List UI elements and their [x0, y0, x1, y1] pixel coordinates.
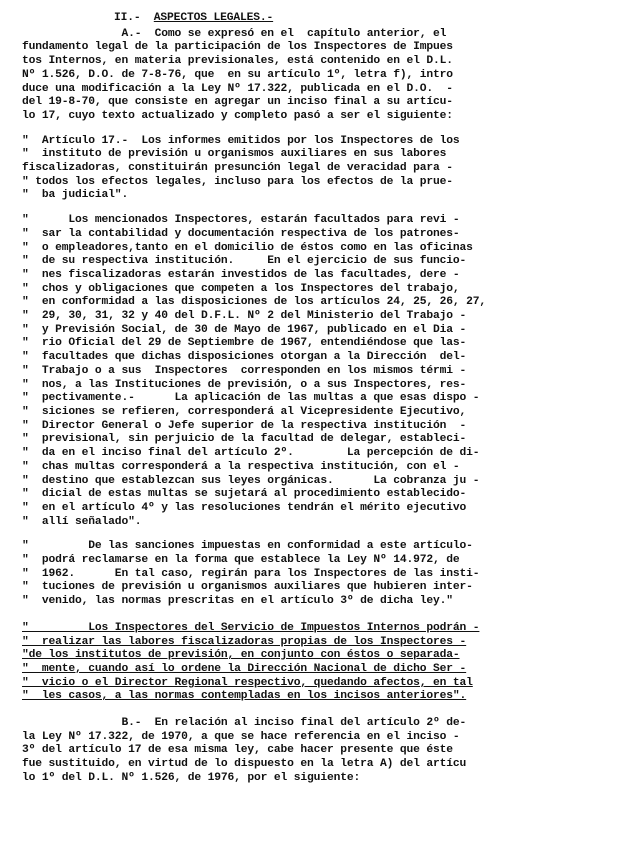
text-line: B.- En relación al inciso final del artículo 2º de- [22, 717, 467, 730]
text-line: lo 17, cuyo texto actualizado y completo pasó a ser el siguiente: [22, 109, 453, 122]
text-line: " chas multas corresponderá a la respectiva institución, con el - [22, 460, 460, 473]
text-line: " facultades que dichas disposiciones otorgan a la Dirección del- [22, 351, 467, 364]
text-line: " allí señalado". [22, 515, 142, 528]
section-heading [22, 12, 612, 26]
text-line: " De las sanciones impuestas en conformidad a este artículo- [22, 540, 473, 553]
text-line: " nos, a las Instituciones de previsión, o a sus Inspectores, res- [22, 378, 467, 391]
text-line: " o empleadores,tanto en el domicilio de éstos como en las oficinas [22, 241, 473, 254]
section-title: ASPECTOS LEGALES.- [153, 12, 274, 24]
text-line: " todos los efectos legales, incluso para los efectos de la prue- [22, 175, 453, 188]
text-line: " ba judicial". [22, 189, 129, 202]
text-line: " vicio o el Director Regional respectivo, quedando afectos, en tal [22, 676, 473, 689]
paragraph-para-art17 [22, 135, 612, 204]
text-line: " y Previsión Social, de 30 de Mayo de 1967, publicado en el Dia - [22, 323, 467, 336]
text-line: " mente, cuando así lo ordene la Dirección Nacional de dicho Ser - [22, 662, 467, 675]
text-line: " venido, las normas prescritas en el artículo 3º de dicha ley." [22, 595, 453, 608]
text-line: " dicial de estas multas se sujetará al procedimiento establecido- [22, 488, 467, 501]
text-line: " Director General o Jefe superior de la respectiva institución - [22, 419, 467, 432]
paragraph-para-a [22, 28, 612, 124]
text-line: " tuciones de previsión u organismos auxiliares que hubieren inter- [22, 581, 473, 594]
text-line: " podrá reclamarse en la forma que establece la Ley Nº 14.972, de [22, 554, 460, 567]
text-line: " les casos, a las normas contempladas en los incisos anteriores". [22, 690, 467, 703]
text-line: tos Internos, en materia previsionales, está contenido en el D.L. [22, 55, 453, 68]
text-line: " nes fiscalizadoras estarán investidos de las facultades, dere - [22, 268, 460, 281]
paragraph-gap [22, 704, 612, 717]
text-line: " previsional, sin perjuicio de la facultad de delegar, estableci- [22, 433, 467, 446]
text-line: fiscalizadoras, constituirán presunción legal de veracidad para - [22, 162, 453, 175]
paragraph-gap [22, 529, 612, 540]
text-line: lo 1º del D.L. Nº 1.526, de 1976, por el siguiente: [22, 771, 361, 784]
text-line: "de los institutos de previsión, en conjunto con éstos o separada- [22, 649, 460, 662]
paragraph-para-b [22, 717, 612, 786]
text-line: " sar la contabilidad y documentación respectiva de los patrones- [22, 227, 460, 240]
text-line: " Los mencionados Inspectores, estarán facultados para revi - [22, 214, 460, 227]
text-line: " en el artículo 4º y las resoluciones tendrán el mérito ejecutivo [22, 501, 467, 514]
text-line: la Ley Nº 17.322, de 1970, a que se hace referencia en el inciso - [22, 730, 460, 743]
text-line: " realizar las labores fiscalizadoras propias de los Inspectores - [22, 635, 467, 648]
text-line: " da en el inciso final del artículo 2º. La percepción de di- [22, 447, 480, 460]
text-line: " 29, 30, 31, 32 y 40 del D.F.L. Nº 2 del Ministerio del Trabajo - [22, 310, 467, 323]
text-line: fue sustituido, en virtud de lo dispuesto en la letra A) del artícu [22, 758, 467, 771]
text-line: " Trabajo o a sus Inspectores corresponden en los mismos térmi - [22, 364, 467, 377]
text-line: fundamento legal de la participación de los Inspectores de Impues [22, 41, 453, 54]
text-line: " pectivamente.- La aplicación de las multas a que esas dispo - [22, 392, 480, 405]
text-line: " destino que establezcan sus leyes orgánicas. La cobranza ju - [22, 474, 480, 487]
paragraph-gap [22, 203, 612, 214]
text-line: A.- Como se expresó en el capítulo anterior, el [22, 27, 447, 40]
text-line: " en conformidad a las disposiciones de los artículos 24, 25, 26, 27, [22, 296, 487, 309]
paragraph-para-inspectores-sii [22, 622, 612, 704]
section-number: II.- [114, 12, 141, 24]
paragraph-gap [22, 124, 612, 135]
paragraph-para-sanciones [22, 540, 612, 609]
text-line: del 19-8-70, que consiste en agregar un inciso final a su artícu- [22, 96, 453, 109]
text-line: " chos y obligaciones que competen a los Inspectores del trabajo, [22, 282, 460, 295]
text-line: " Los Inspectores del Servicio de Impuestos Internos podrán - [22, 621, 480, 634]
text-line: duce una modificación a la Ley Nº 17.322, publicada en el D.O. - [22, 82, 453, 95]
text-line: Nº 1.526, D.O. de 7-8-76, que en su artículo 1º, letra f), intro [22, 68, 453, 81]
paragraph-gap [22, 609, 612, 622]
text-line: " rio Oficial del 29 de Septiembre de 1967, entendiéndose que las- [22, 337, 467, 350]
text-line: " instituto de previsión u organismos auxiliares en sus labores [22, 148, 447, 161]
text-line: " de su respectiva institución. En el ejercicio de sus funcio- [22, 255, 467, 268]
text-line: 3º del artículo 17 de esa misma ley, cabe hacer presente que éste [22, 744, 453, 757]
text-line: " 1962. En tal caso, regirán para los Inspectores de las insti- [22, 567, 480, 580]
document-body [22, 28, 612, 786]
text-line: " siciones se refieren, corresponderá al Vicepresidente Ejecutivo, [22, 405, 467, 418]
paragraph-para-mencionados [22, 214, 612, 529]
text-line: " Artículo 17.- Los informes emitidos por los Inspectores de los [22, 134, 460, 147]
